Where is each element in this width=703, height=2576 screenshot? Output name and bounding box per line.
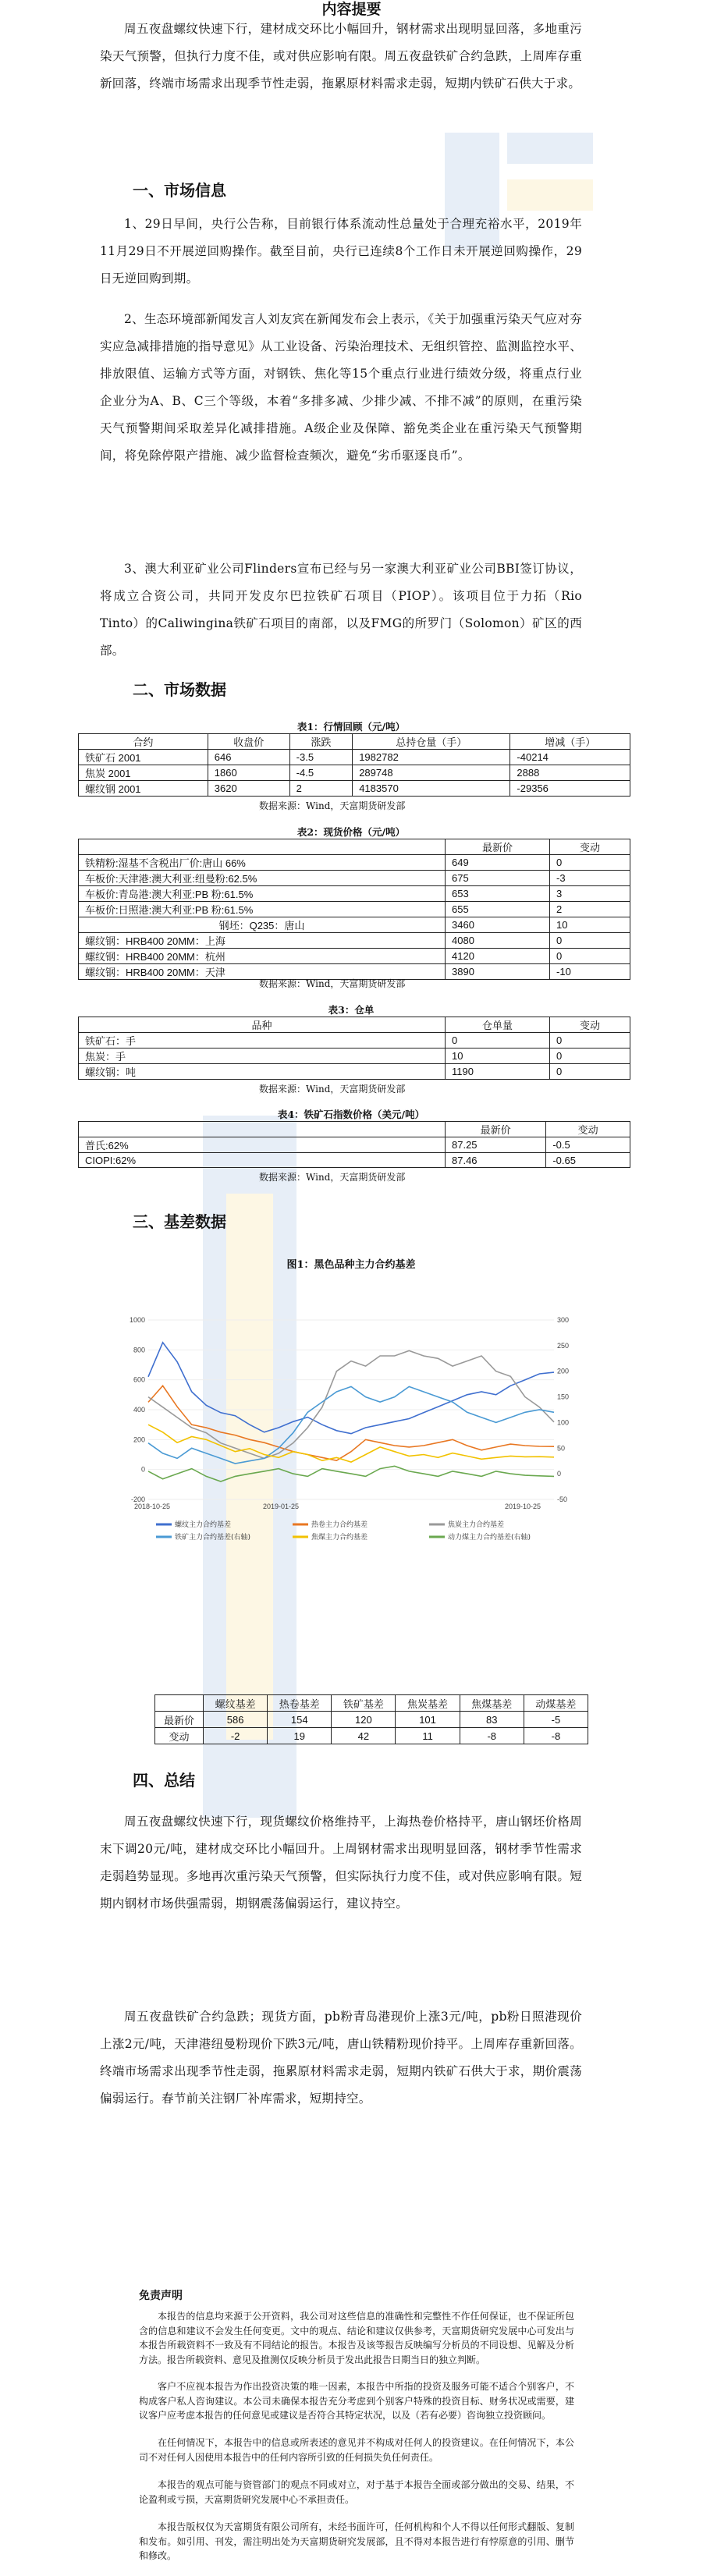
table-cell: 0 (446, 1033, 550, 1048)
right-axis-tick-label: 150 (557, 1393, 570, 1401)
table-cell: 螺纹钢：HRB400 20MM：天津 (79, 964, 446, 980)
table-header-cell: 动煤基差 (524, 1695, 588, 1712)
left-axis-tick-label: 200 (133, 1435, 145, 1444)
table-header-cell (79, 839, 446, 855)
right-axis-tick-label: 300 (557, 1316, 570, 1324)
table-header-cell: 变动 (550, 839, 630, 855)
table-cell: 钢坯：Q235：唐山 (79, 917, 446, 933)
data-source-note: 数据来源：Wind，天富期货研发部 (259, 1172, 406, 1183)
table-cell: 120 (332, 1712, 396, 1728)
market-info-item: 3、澳大利亚矿业公司Flinders宣布已经与另一家澳大利亚矿业公司BBI签订协议，将成立合资公司，共同开发皮尔巴拉铁矿石项目（PIOP）。该项目位于力拓（Rio Tinto）的Caliwingina铁矿石项目的南部，以及FMG的所罗门（Solomon）矿区的西部。 (100, 562, 582, 658)
basis-table (154, 1694, 588, 1744)
right-axis-tick-label: 200 (557, 1367, 570, 1375)
x-axis-tick-label: 2019-01-25 (262, 1503, 300, 1510)
table-header-row (79, 839, 630, 855)
table-cell: 0 (550, 949, 630, 964)
legend-label: 动力煤主力合约基差(右轴) (448, 1534, 531, 1542)
left-axis-tick-label: 600 (133, 1375, 145, 1384)
table1-caption: 表1：行情回顾（元/吨） (296, 721, 406, 733)
table-cell: -29356 (510, 781, 630, 797)
table-cell: 19 (268, 1728, 332, 1744)
table-cell: 154 (268, 1712, 332, 1728)
table-cell: 1190 (446, 1064, 550, 1080)
disclaimer-paragraph: 本报告的观点可能与资管部门的观点不同或对立，对于基于本报告全面或部分做出的交易、结果，不论盈利或亏损，天富期货研究发展中心不承担责任。 (139, 2479, 574, 2505)
table-cell: 螺纹钢：HRB400 20MM：上海 (79, 933, 446, 949)
table-row (79, 1153, 630, 1168)
table-header-cell: 涨跌 (289, 734, 353, 750)
table-cell: 10 (550, 917, 630, 933)
section-heading-market-data: 二、市场数据 (133, 680, 226, 699)
legend-label: 焦炭主力合约基差 (448, 1521, 505, 1529)
disclaimer-paragraph: 在任何情况下，本报告中的信息或所表述的意见并不构成对任何人的投资建议。在任何情况下，本公司不对任何人因使用本报告中的任何内容所引致的任何损失负任何责任。 (139, 2437, 574, 2463)
right-axis-tick-label: 50 (557, 1444, 566, 1453)
table-cell: -2 (204, 1728, 268, 1744)
table-cell: 0 (550, 1048, 630, 1064)
table-header-row (79, 1017, 630, 1033)
table-row (79, 1048, 630, 1064)
page-title: 内容提要 (321, 1, 382, 18)
market-info-item: 2、生态环境部新闻发言人刘友宾在新闻发布会上表示，《关于加强重污染天气应对夯实应急减排措施的指导意见》从工业设备、污染治理技术、无组织管控、监测监控水平、排放限值、运输方式等方面，对钢铁、焦化等15个重点行业进行绩效分级，将重点行业企业分为A、B、C三个等级，本着“多排多减、少排少减、不排不减”的原则，在重污染天气预警期间采取差异化减排措施。A级企业及保障、豁免类企业在重污染天气预警期间，将免除停限产措施、减少监督检查频次，避免“劣币驱逐良币”。 (100, 312, 583, 463)
table-cell: 3 (550, 886, 630, 902)
table-cell: 3620 (208, 781, 289, 797)
x-axis-tick-label: 2019-10-25 (504, 1503, 541, 1510)
legend-label: 铁矿主力合约基差(右轴) (175, 1534, 251, 1542)
table-cell: 675 (446, 871, 550, 886)
table-row (155, 1728, 588, 1744)
table3-caption: 表3：仓单 (328, 1004, 375, 1016)
series-line-6 (148, 1466, 554, 1481)
table-row (79, 902, 630, 917)
disclaimer-paragraph: 客户不应视本报告为作出投资决策的唯一因素，本报告中所指的投资及服务可能不适合个别客户，不构成客户私人咨询建议。本公司未确保本报告充分考虑到个别客户特殊的投资目标、财务状况或需要，建议客户应考虑本报告的任何意见或建议是否符合其特定状况，以及（若有必要）咨询独立投资顾问。 (139, 2381, 574, 2421)
table-cell: -8 (460, 1728, 524, 1744)
table-cell: 3460 (446, 917, 550, 933)
table-cell: 铁矿石 2001 (79, 750, 208, 765)
table-cell: 车板价:青岛港:澳大利亚:PB 粉:61.5% (79, 886, 446, 902)
table-header-cell: 最新价 (446, 839, 550, 855)
table-header-cell: 仓单量 (446, 1017, 550, 1033)
table-cell: 83 (460, 1712, 524, 1728)
right-axis-tick-label: 0 (557, 1470, 562, 1478)
table-header-cell: 变动 (550, 1017, 630, 1033)
chart-title: 图1：黑色品种主力合约基差 (286, 1259, 416, 1271)
disclaimer-paragraph: 本报告的信息均来源于公开资料，我公司对这些信息的准确性和完整性不作任何保证，也不保证所包含的信息和建议不会发生任何变更。文中的观点、结论和建议仅供参考，天富期货研究发展中心可发出与本报告所载资料不一致及有不同结论的报告。本报告及该等报告反映编写分析员的不同设想、见解及分析方法。报告所载资料、意见及推测仅反映分析员于发出此报告日期当日的独立判断。 (139, 2311, 574, 2365)
market-info-item: 1、29日早间，央行公告称，目前银行体系流动性总量处于合理充裕水平，2019年11月29日不开展逆回购操作。截至目前，央行已连续8个工作日未开展逆回购操作，29日无逆回购到期。 (100, 217, 582, 286)
table-cell: 车板价:天津港:澳大利亚:纽曼粉:62.5% (79, 871, 446, 886)
right-axis-tick-label: -50 (557, 1496, 568, 1503)
table-header-cell: 品种 (79, 1017, 446, 1033)
basis-line-chart (117, 1273, 585, 1616)
table-cell: 10 (446, 1048, 550, 1064)
table-header-row (79, 734, 630, 750)
series-line-2 (148, 1386, 554, 1460)
table-row (79, 886, 630, 902)
table-header-row (79, 1122, 630, 1137)
table-cell: -40214 (510, 750, 630, 765)
table-cell: 655 (446, 902, 550, 917)
table-header-cell: 螺纹基差 (204, 1695, 268, 1712)
table-header-cell: 合约 (79, 734, 208, 750)
table-cell: 0 (550, 1033, 630, 1048)
table-header-cell: 热卷基差 (268, 1695, 332, 1712)
table-cell: 289748 (353, 765, 510, 781)
table-header-cell: 变动 (546, 1122, 630, 1137)
table-row (79, 1033, 630, 1048)
iron-ore-index-table (78, 1121, 630, 1168)
table-cell: 2 (289, 781, 353, 797)
table-header-cell: 增减（手） (510, 734, 630, 750)
table-row (79, 750, 630, 765)
legend-label: 螺纹主力合约基差 (175, 1521, 232, 1529)
table-cell: -0.65 (546, 1153, 630, 1168)
table-cell: 1982782 (353, 750, 510, 765)
table-cell: 最新价 (155, 1712, 204, 1728)
legend-label: 焦煤主力合约基差 (311, 1534, 368, 1542)
table-row (155, 1712, 588, 1728)
table-cell: 螺纹钢：HRB400 20MM：杭州 (79, 949, 446, 964)
right-axis-tick-label: 100 (557, 1418, 570, 1427)
table-cell: 焦炭：手 (79, 1048, 446, 1064)
disclaimer-paragraph: 本报告版权仅为天富期货有限公司所有，未经书面许可，任何机构和个人不得以任何形式翻版、复制和发布。如引用、刊发，需注明出处为天富期货研究发展部，且不得对本报告进行有悖原意的引用、删节和修改。 (139, 2521, 574, 2561)
table-header-cell: 收盘价 (208, 734, 289, 750)
conclusion-paragraph: 周五夜盘螺纹快速下行，现货螺纹价格维持平，上海热卷价格持平，唐山钢坯价格周末下调20元/吨，建材成交环比小幅回升。上周钢材需求出现明显回落，钢材季节性需求走弱趋势显现。多地再次重污染天气预警，但实际执行力度不佳，或对供应影响有限。短期内钢材市场供强需弱，期钢震荡偏弱运行，建议持空。 (100, 1815, 582, 1911)
table-header-cell (79, 1122, 446, 1137)
table-cell: 螺纹钢 2001 (79, 781, 208, 797)
table4-caption: 表4：铁矿石指数价格（美元/吨） (277, 1109, 425, 1120)
table-cell: 2 (550, 902, 630, 917)
table-cell: 649 (446, 855, 550, 871)
table-cell: 0 (550, 855, 630, 871)
table-cell: -3 (550, 871, 630, 886)
right-axis-tick-label: 250 (557, 1341, 570, 1350)
left-axis-tick-label: 800 (133, 1346, 145, 1354)
table-header-cell: 焦炭基差 (396, 1695, 460, 1712)
left-axis-tick-label: 1000 (129, 1316, 145, 1324)
table-row (79, 765, 630, 781)
table-cell: -10 (550, 964, 630, 980)
table-cell: 646 (208, 750, 289, 765)
table-header-cell: 焦煤基差 (460, 1695, 524, 1712)
table-row (79, 871, 630, 886)
table-cell: 87.46 (446, 1153, 546, 1168)
table-cell: 586 (204, 1712, 268, 1728)
table-row (79, 933, 630, 949)
table-row (79, 781, 630, 797)
table-cell: 普氏:62% (79, 1137, 446, 1153)
left-axis-tick-label: -200 (130, 1496, 145, 1503)
table-cell: CIOPI:62% (79, 1153, 446, 1168)
table-cell: 变动 (155, 1728, 204, 1744)
table-cell: 焦炭 2001 (79, 765, 208, 781)
section-heading-market-info: 一、市场信息 (133, 181, 226, 200)
table-cell: 653 (446, 886, 550, 902)
data-source-note: 数据来源：Wind，天富期货研发部 (259, 978, 406, 989)
legend-label: 热卷主力合约基差 (311, 1521, 368, 1529)
x-axis-tick-label: 2018-10-25 (133, 1503, 171, 1510)
table-row (79, 949, 630, 964)
table-header-cell: 铁矿基差 (332, 1695, 396, 1712)
section-heading-basis-data: 三、基差数据 (133, 1212, 226, 1231)
table-cell: 铁精粉:湿基不含税出厂价:唐山 66% (79, 855, 446, 871)
table-cell: 1860 (208, 765, 289, 781)
table-cell: -8 (524, 1728, 588, 1744)
table-header-cell (155, 1695, 204, 1712)
table-header-cell: 最新价 (446, 1122, 546, 1137)
conclusion-paragraph: 周五夜盘铁矿合约急跌；现货方面，pb粉青岛港现价上涨3元/吨，pb粉日照港现价上涨2元/吨，天津港纽曼粉现价下跌3元/吨，唐山铁精粉现价持平。上周库存重新回落。终端市场需求出现季节性走弱，拖累原材料需求走弱，短期内铁矿石供大于求，期价震荡偏弱运行。春节前关注钢厂补库需求，短期持空。 (100, 2010, 582, 2106)
table-row (79, 1064, 630, 1080)
table-row (79, 855, 630, 871)
table-cell: 4120 (446, 949, 550, 964)
table-cell: 4183570 (353, 781, 510, 797)
spot-price-table (78, 839, 630, 980)
table-cell: 4080 (446, 933, 550, 949)
table-cell: 0 (550, 1064, 630, 1080)
table-cell: 3890 (446, 964, 550, 980)
table-row (79, 917, 630, 933)
table-cell: 车板价:日照港:澳大利亚:PB 粉:61.5% (79, 902, 446, 917)
data-source-note: 数据来源：Wind，天富期货研发部 (259, 1084, 406, 1095)
table-header-row (155, 1695, 588, 1712)
disclaimer-title: 免责声明 (139, 2290, 183, 2302)
series-line-3 (148, 1350, 554, 1458)
series-line-1 (148, 1343, 554, 1434)
left-axis-tick-label: 400 (133, 1406, 145, 1414)
series-line-5 (148, 1425, 554, 1462)
table-cell: -3.5 (289, 750, 353, 765)
table-cell: -4.5 (289, 765, 353, 781)
data-source-note: 数据来源：Wind，天富期货研发部 (259, 800, 406, 811)
table2-caption: 表2：现货价格（元/吨） (296, 826, 406, 838)
table-cell: 铁矿石：手 (79, 1033, 446, 1048)
table-header-cell: 总持仓量（手） (353, 734, 510, 750)
summary-paragraph: 周五夜盘螺纹快速下行，建材成交环比小幅回升，钢材需求出现明显回落，多地重污染天气预警，但执行力度不佳，或对供应影响有限。周五夜盘铁矿合约急跌，上周库存重新回落，终端市场需求出现季节性走弱，拖累原材料需求走弱，短期内铁矿石供大于求。 (100, 22, 582, 90)
table-cell: 11 (396, 1728, 460, 1744)
table-cell: 87.25 (446, 1137, 546, 1153)
table-cell: -5 (524, 1712, 588, 1728)
section-heading-summary: 四、总结 (133, 1771, 195, 1790)
table-row (79, 1137, 630, 1153)
table-cell: 101 (396, 1712, 460, 1728)
warehouse-receipt-table (78, 1017, 630, 1080)
table-cell: 2888 (510, 765, 630, 781)
left-axis-tick-label: 0 (140, 1465, 145, 1474)
quote-review-table (78, 733, 630, 797)
table-cell: 0 (550, 933, 630, 949)
table-cell: 螺纹钢：吨 (79, 1064, 446, 1080)
table-cell: 42 (332, 1728, 396, 1744)
table-cell: -0.5 (546, 1137, 630, 1153)
